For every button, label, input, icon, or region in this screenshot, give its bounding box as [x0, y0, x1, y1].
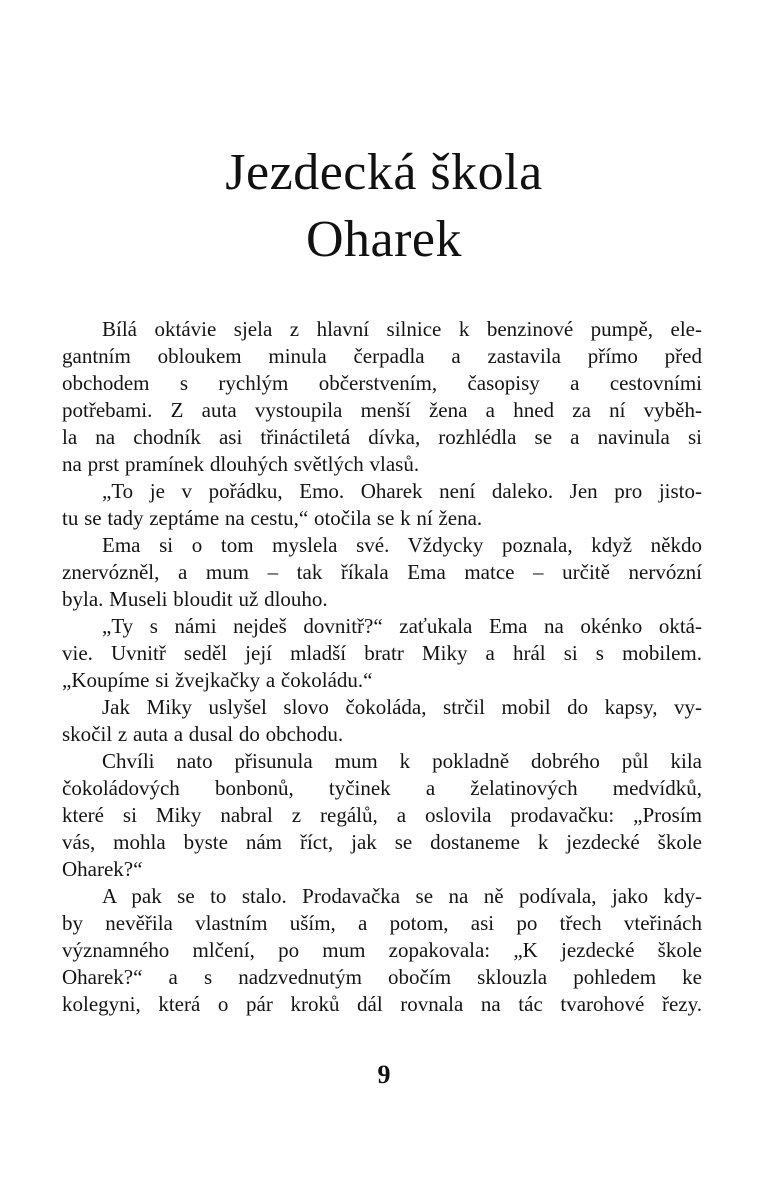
text-line: vás, mohla byste nám říct, jak se dostaneme k jezdecké škole [62, 830, 702, 854]
text-line: Chvíli nato přisunula mum k pokladně dobrého půl kila [102, 749, 702, 773]
body-text [62, 316, 702, 1018]
text-line: gantním obloukem minula čerpadla a zastavila přímo před [62, 344, 702, 368]
paragraph [62, 532, 702, 613]
text-line: by nevěřila vlastním uším, a potom, asi po třech vteřinách [62, 911, 702, 935]
text-line: byla. Museli bloudit už dlouho. [62, 587, 328, 611]
text-line: „To je v pořádku, Emo. Oharek není daleko. Jen pro jisto- [102, 479, 702, 503]
paragraph [62, 613, 702, 694]
text-line: které si Miky nabral z regálů, a oslovila prodavačku: „Prosím [62, 803, 702, 827]
text-line: „Ty s námi nejdeš dovnitř?“ zaťukala Ema na okénko oktá- [102, 614, 702, 638]
text-line: Ema si o tom myslela své. Vždycky poznala, když někdo [102, 533, 702, 557]
text-line: vie. Uvnitř seděl její mladší bratr Miky a hrál si s mobilem. [62, 641, 702, 665]
text-line: Oharek?“ a s nadzvednutým obočím sklouzla pohledem ke [62, 965, 702, 989]
text-line: Jak Miky uslyšel slovo čokoláda, strčil mobil do kapsy, vy- [102, 695, 702, 719]
text-line: „Koupíme si žvejkačky a čokoládu.“ [62, 668, 373, 692]
paragraph [62, 694, 702, 748]
chapter-title-line1: Jezdecká škola [225, 144, 543, 201]
text-line: skočil z auta a dusal do obchodu. [62, 722, 344, 746]
paragraph [62, 883, 702, 1018]
text-line: znervózněl, a mum – tak říkala Ema matce – určitě nervózní [62, 560, 702, 584]
text-line: tu se tady zeptáme na cestu,“ otočila se k ní žena. [62, 506, 483, 530]
text-line: čokoládových bonbonů, tyčinek a želatinových medvídků, [62, 776, 702, 800]
paragraph [62, 316, 702, 478]
paragraph [62, 478, 702, 532]
paragraph [62, 748, 702, 883]
page-number: 9 [377, 1060, 391, 1089]
text-line: významného mlčení, po mum zopakovala: „K jezdecké škole [62, 938, 702, 962]
text-line: kolegyni, která o pár kroků dál rovnala na tác tvarohové řezy. [62, 992, 702, 1016]
chapter-title-line2: Oharek [305, 211, 463, 268]
text-line: na prst pramínek dlouhých světlých vlasů. [62, 452, 420, 476]
text-line: obchodem s rychlým občerstvením, časopisy a cestovními [62, 371, 702, 395]
text-line: la na chodník asi třináctiletá dívka, rozhlédla se a navinula si [62, 425, 702, 449]
text-line: potřebami. Z auta vystoupila menší žena a hned za ní vyběh- [62, 398, 702, 422]
text-line: Oharek?“ [62, 857, 143, 881]
chapter-title [0, 139, 768, 273]
text-line: A pak se to stalo. Prodavačka se na ně podívala, jako kdy- [102, 884, 702, 908]
text-line: Bílá oktávie sjela z hlavní silnice k benzinové pumpě, ele- [102, 317, 702, 341]
